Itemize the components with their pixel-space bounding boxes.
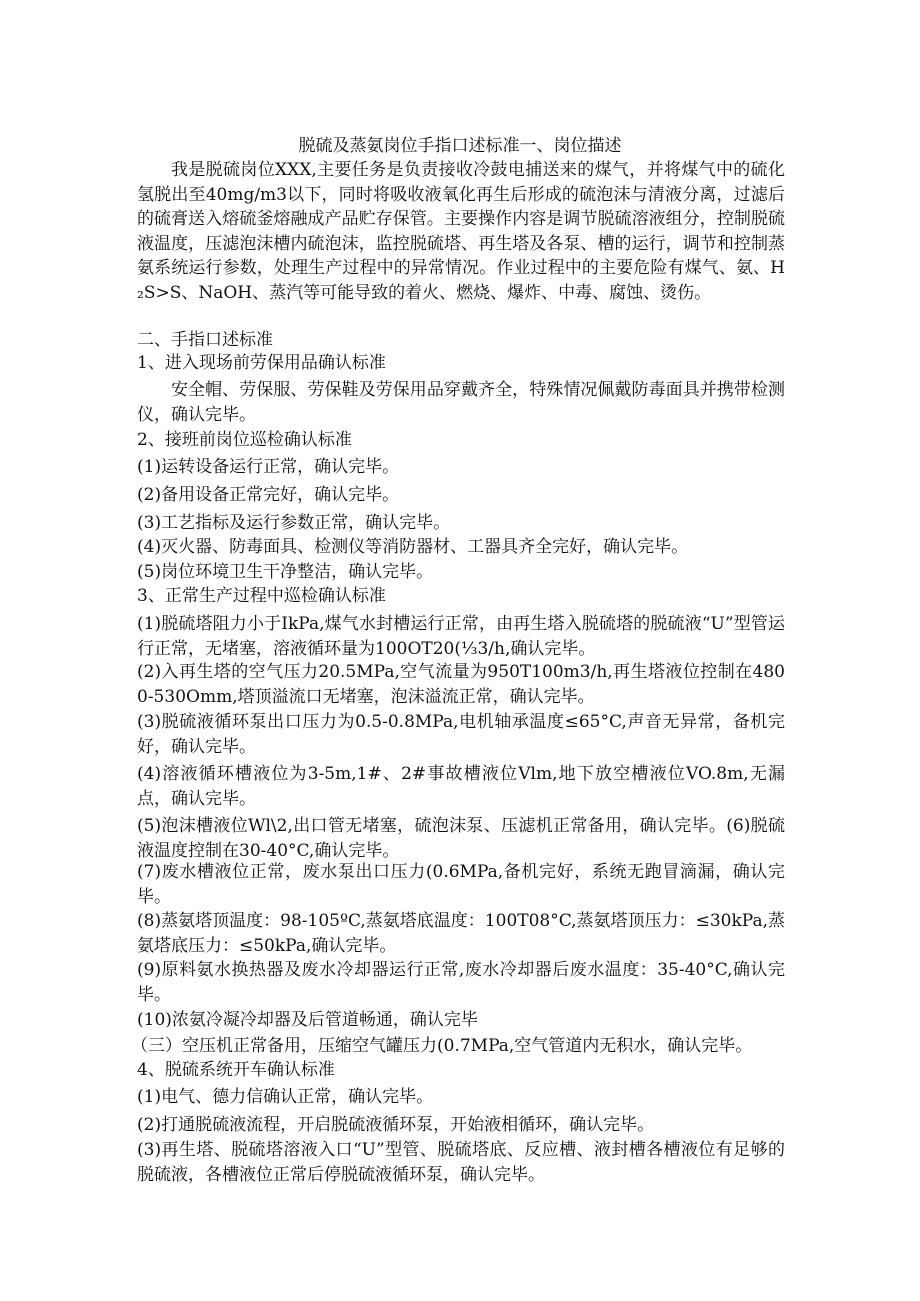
list-item: (3)脱硫液循环泵出口压力为0.5-0.8MPa,电机轴承温度≤65°C,声音无异常，备机完好，确认完毕。 <box>137 712 785 757</box>
list-item: (5)岗位环境卫生干净整洁，确认完毕。 <box>137 562 434 582</box>
list-item: (3)再生塔、脱硫塔溶液入口“U”型管、脱硫塔底、反应槽、液封槽各槽液位有足够的脱硫液，各槽液位正常后停脱硫液循环泵，确认完毕。 <box>137 1140 785 1185</box>
subsection-1-text: 安全帽、劳保服、劳保鞋及劳保用品穿戴齐全，特殊情况佩戴防毒面具并携带检测仪，确认完毕。 <box>137 380 785 425</box>
list-item: (1)运转设备运行正常，确认完毕。 <box>137 457 400 477</box>
intro-paragraph: 我是脱硫岗位XXX,主要任务是负责接收冷鼓电捕送来的煤气，并将煤气中的硫化氢脱出至40mg∕m3以下，同时将吸收液氧化再生后形成的硫泡沫与清液分离，过滤后的硫膏送入熔硫釜熔融成产品贮存保管。主要操作内容是调节脱硫溶液组分，控制脱硫液温度，压滤泡沫槽内硫泡沫，监控脱硫塔、再生塔及各泵、槽的运行，调节和控制蒸氨系统运行参数，处理生产过程中的异常情况。作业过程中的主要危险有煤气、氨、H₂S>S、NaOH、蒸汽等可能导致的着火、燃烧、爆炸、中毒、腐蚀、烫伤。 <box>137 160 785 303</box>
subsection-heading-3: 3、正常生产过程中巡检确认标准 <box>137 586 386 606</box>
subsection-heading-1: 1、进入现场前劳保用品确认标准 <box>137 353 386 373</box>
list-item: (1)脱硫塔阻力小于IkPa,煤气水封槽运行正常，由再生塔入脱硫塔的脱硫液“U”型管运行正常，无堵塞，溶液循环量为100OT20(⅓3∕h,确认完毕。 <box>137 614 785 659</box>
list-item: (3)工艺指标及运行参数正常，确认完毕。 <box>137 513 451 533</box>
list-item: (2)打通脱硫液流程，开启脱硫液循环泵，开始液相循环，确认完毕。 <box>137 1115 655 1135</box>
list-item: (4)溶液循环槽液位为3-5m,1#、2#事故槽液位Vlm,地下放空槽液位VO.8m,无漏点，确认完毕。 <box>137 764 785 809</box>
document-title: 脱硫及蒸氨岗位手指口述标准一、岗位描述 <box>298 136 622 156</box>
list-item: (8)蒸氨塔顶温度：98-105ºC,蒸氨塔底温度：100T08°C,蒸氨塔顶压力：≤30kPa,蒸氨塔底压力：≤50kPa,确认完毕。 <box>137 911 785 956</box>
list-item: (2)入再生塔的空气压力20.5MPa,空气流量为950T100m3∕h,再生塔液位控制在4800-530Omm,塔顶溢流口无堵塞，泡沫溢流正常，确认完毕。 <box>137 662 785 707</box>
list-item: (5)泡沫槽液位Wl\2,出口管无堵塞，硫泡沫泵、压滤机正常备用，确认完毕。(6)脱硫液温度控制在30-40°C,确认完毕。 <box>137 816 785 861</box>
list-item: (2)备用设备正常完好，确认完毕。 <box>137 485 400 505</box>
subsection-heading-4: 4、脱硫系统开车确认标准 <box>137 1060 335 1080</box>
list-item: (7)废水槽液位正常，废水泵出口压力(0.6MPa,备机完好，系统无跑冒滴漏，确认完毕。 <box>137 862 785 907</box>
list-item: （三）空压机正常备用，压缩空气罐压力(0.7MPa,空气管道内无积水，确认完毕。 <box>131 1036 753 1056</box>
list-item: (10)浓氨冷凝冷却器及后管道畅通，确认完毕 <box>137 1010 478 1030</box>
section-heading-2: 二、手指口述标准 <box>137 330 273 350</box>
list-item: (4)灭火器、防毒面具、检测仪等消防器材、工器具齐全完好，确认完毕。 <box>137 537 689 557</box>
subsection-heading-2: 2、接班前岗位巡检确认标准 <box>137 430 352 450</box>
list-item: (1)电气、德力信确认正常，确认完毕。 <box>137 1087 434 1107</box>
list-item: (9)原料氨水换热器及废水冷却器运行正常,废水冷却器后废水温度：35-40°C,确认完毕。 <box>137 960 785 1005</box>
